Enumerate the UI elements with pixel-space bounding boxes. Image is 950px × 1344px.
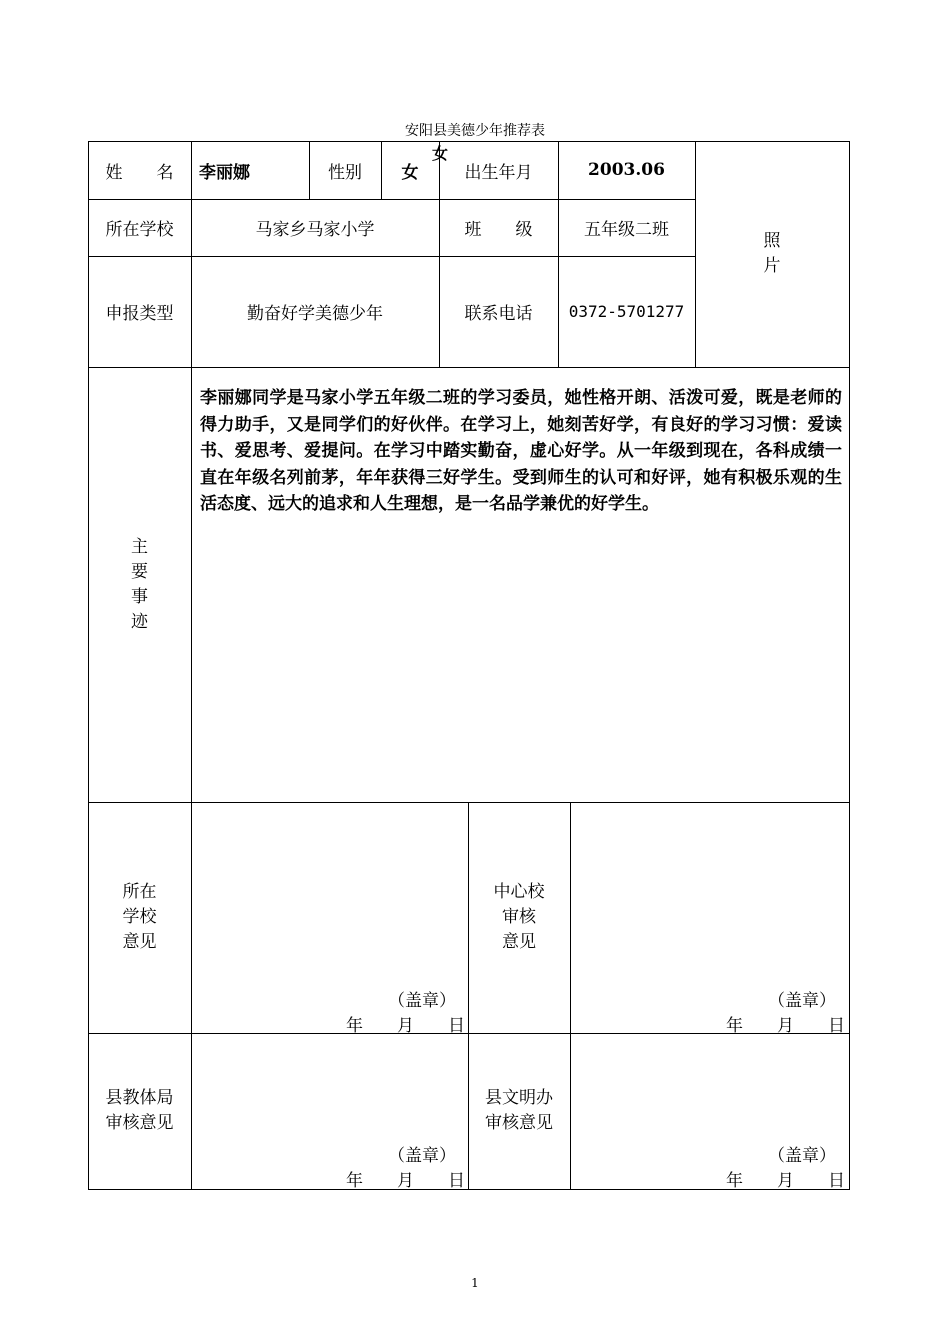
name-value: 李丽娜: [199, 162, 250, 183]
class-value: 五年级二班: [584, 220, 669, 240]
center-opinion-label: [468, 802, 570, 1033]
school-seal: （盖章）: [388, 991, 456, 1011]
deeds-label-char: 事: [131, 586, 148, 607]
photo-label-1: 照: [763, 231, 781, 251]
opinion-label-line: 审核意见: [105, 1113, 174, 1133]
type-label: 申报类型: [105, 304, 174, 324]
bureau-seal: （盖章）: [388, 1146, 456, 1166]
photo-label-2: 片: [763, 256, 781, 276]
birth-value: 2003.06: [588, 160, 665, 180]
opinion-label-line: 审核: [502, 907, 536, 927]
class-label: 班 级: [464, 220, 533, 240]
civil-seal: （盖章）: [768, 1146, 836, 1166]
civil-date: 年 月 日: [726, 1171, 845, 1191]
deeds-label-char: 迹: [131, 611, 148, 632]
opinion-label-line: 意见: [502, 932, 536, 952]
center-date: 年 月 日: [726, 1016, 845, 1036]
school-date: 年 月 日: [346, 1016, 465, 1036]
opinion-label-line: 意见: [122, 932, 157, 952]
birth-label: 出生年月: [464, 162, 533, 183]
deeds-label-char: 要: [131, 561, 148, 582]
photo-area: [695, 141, 849, 367]
opinion-label-line: 学校: [122, 907, 157, 927]
deeds-label: [88, 367, 191, 802]
bureau-opinion-label: [88, 1033, 191, 1189]
deeds-label-char: 主: [131, 536, 148, 557]
opinion-label-line: 审核意见: [485, 1113, 553, 1133]
center-seal: （盖章）: [768, 991, 836, 1011]
school-opinion-label: [88, 802, 191, 1033]
school-label: 所在学校: [105, 220, 174, 240]
phone-value: 0372-5701277: [568, 302, 685, 321]
opinion-label-line: 县文明办: [485, 1088, 553, 1108]
civil-opinion-label: [468, 1033, 570, 1189]
gender-overlap-text: 女: [431, 143, 448, 163]
name-label: 姓 名: [105, 162, 174, 183]
deeds-text: 李丽娜同学是马家小学五年级二班的学习委员，她性格开朗、活泼可爱，既是老师的得力助手，又是同学们的好伙伴。在学习上，她刻苦好学，有良好的学习习惯：爱读书、爱思考、爱提问。在学习中踏实勤奋，虚心好学。从一年级到现在，各科成绩一直在年级名列前茅，年年获得三好学生。受到师生的认可和好评，她有积极乐观的生活态度、远大的追求和人生理想，是一名品学兼优的好学生。: [200, 388, 842, 514]
phone-label: 联系电话: [464, 304, 533, 324]
page-number: 1: [471, 1276, 479, 1290]
school-value: 马家乡马家小学: [255, 220, 375, 240]
opinion-label-line: 中心校: [493, 882, 545, 902]
opinion-label-line: 县教体局: [105, 1088, 174, 1108]
type-value: 勤奋好学美德少年: [247, 304, 383, 324]
gender-label: 性别: [328, 162, 362, 183]
gender-value: 女: [401, 162, 419, 183]
bureau-date: 年 月 日: [346, 1171, 465, 1191]
document-title: 安阳县美德少年推荐表: [405, 124, 545, 139]
opinion-label-line: 所在: [122, 882, 157, 902]
